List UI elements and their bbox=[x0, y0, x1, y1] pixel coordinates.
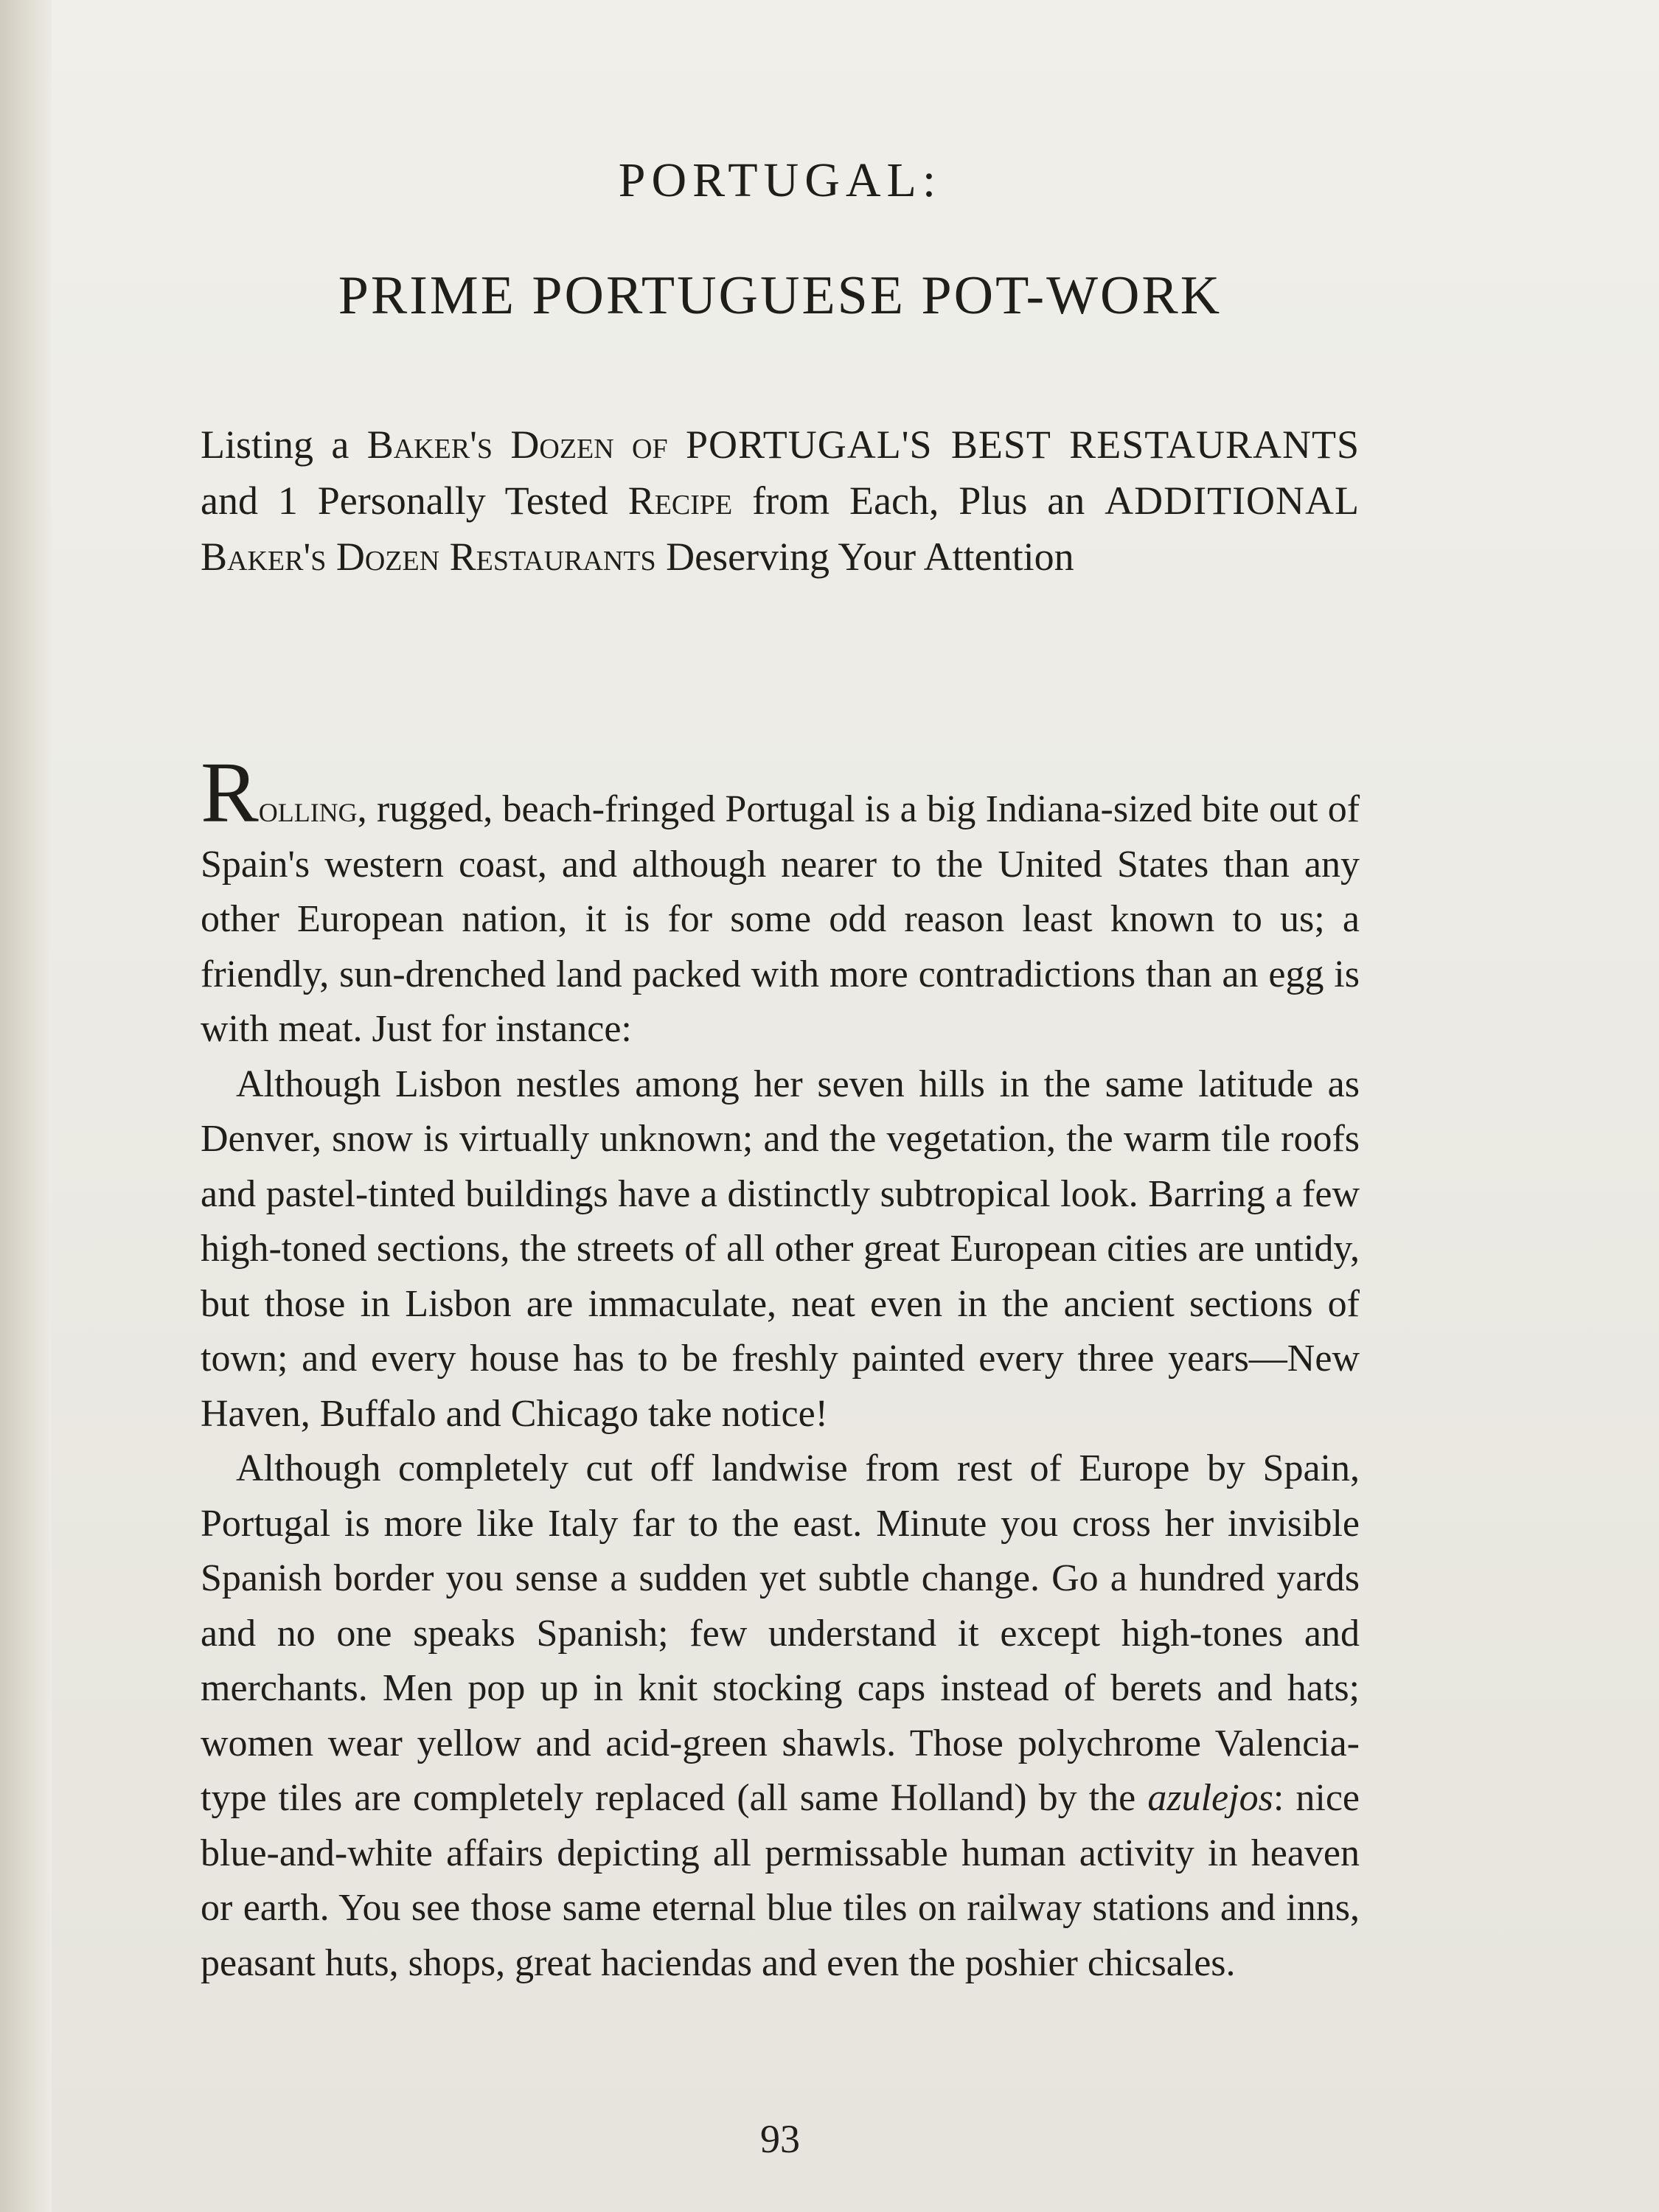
page-number: 93 bbox=[760, 2117, 800, 2161]
subtitle-smallcaps: Baker's Dozen of bbox=[366, 422, 668, 467]
paragraph-text: rugged, beach-fringed Portugal is a big Indiana-sized bite out of Spain's western coast, and although nearer to the United States than any other European nation, it is for some odd reason least known to us; a friendly, sun-drenched land packed with more contradictions than an egg is with meat. Just for instance: bbox=[201, 788, 1360, 1050]
subtitle-text: Listing a bbox=[201, 422, 349, 467]
subtitle-smallcaps: Recipe bbox=[627, 479, 733, 523]
lead-smallcaps: olling, bbox=[258, 788, 367, 830]
paragraph bbox=[201, 744, 1360, 1057]
chapter-title: PRIME PORTUGUESE POT-WORK bbox=[338, 265, 1222, 326]
drop-initial: R bbox=[201, 744, 259, 841]
paragraph bbox=[201, 1441, 1360, 1991]
paragraph: Although Lisbon nestles among her seven hills in the same latitude as Denver, snow is virtually unknown; and the vegetation, the warm tile roofs and pastel-tinted buildings have a distinctly subtropical look. Barring a few high-toned sections, the streets of all other great European cities are untidy, but those in Lisbon are immaculate, neat even in the ancient sections of town; and every house has to be freshly painted every three years—New Haven, Buffalo and Chicago take notice! bbox=[201, 1062, 1360, 1435]
paragraph-text: : nice blue-and-white affairs depicting all permissable human activity in heaven or earth. You see those same eternal blue tiles on railway stations and inns, peasant huts, shops, great haciendas and even the poshier chicsales. bbox=[201, 1777, 1360, 1984]
body-text bbox=[201, 744, 1360, 1991]
subtitle-caps: PORTUGAL'S BEST RESTAURANTS bbox=[685, 422, 1360, 467]
subtitle-text: and bbox=[201, 479, 258, 523]
paragraph-text: Although completely cut off landwise from rest of Europe by Spain, Portugal is more like Italy far to the east. Minute you cross her invisible Spanish border you sense a sudden yet subtle change. Go a hundred yards and no one speaks Spanish; few understand it except high-tones and merchants. Men pop up in knit stocking caps instead of berets and hats; women wear yellow and acid-green shawls. Those polychrome Valencia-type tiles are completely replaced (all same Holland) by the bbox=[201, 1447, 1360, 1819]
subtitle-text: Personally Tested bbox=[317, 479, 608, 523]
subtitle-caps: ADDITIONAL bbox=[1105, 479, 1360, 523]
chapter-subtitle bbox=[201, 417, 1360, 585]
chapter-label: PORTUGAL: bbox=[618, 153, 942, 207]
subtitle-numeral: 1 bbox=[277, 479, 298, 523]
subtitle-text: from Each, Plus an bbox=[752, 479, 1085, 523]
book-gutter-shadow bbox=[0, 0, 52, 2212]
subtitle-smallcaps: Baker's Dozen Restaurants bbox=[201, 535, 656, 579]
italic-term: azulejos bbox=[1147, 1777, 1273, 1819]
subtitle-text: Deserving Your Attention bbox=[666, 535, 1074, 579]
